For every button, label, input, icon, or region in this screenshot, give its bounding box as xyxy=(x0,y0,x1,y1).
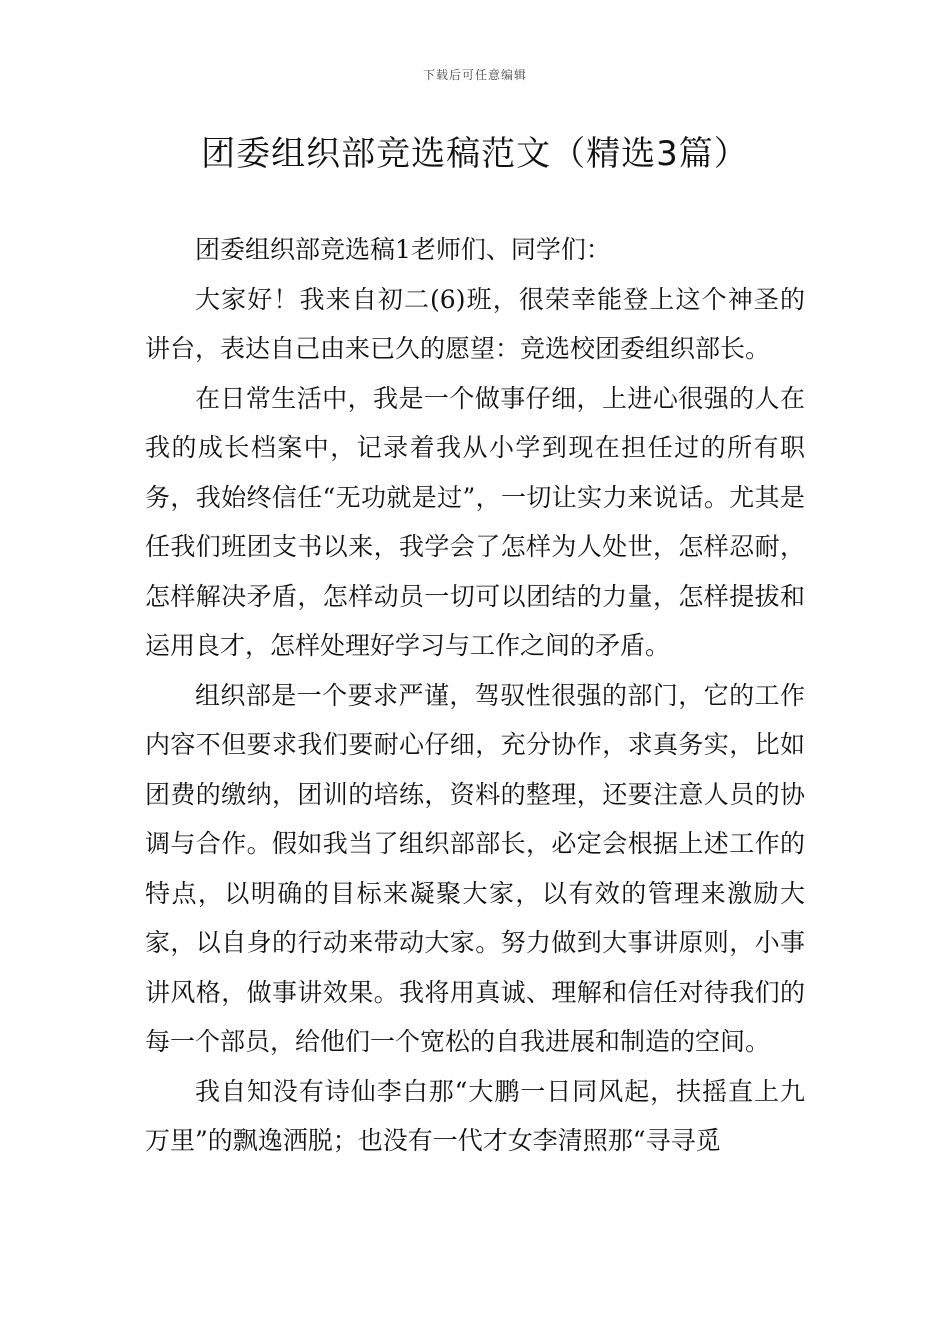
paragraph-self: 我自知没有诗仙李白那“大鹏一日同风起，扶摇直上九万里”的飘逸洒脱；也没有一代才女李清照那“寻寻觅 xyxy=(145,1076,805,1155)
paragraph-experience: 在日常生活中，我是一个做事仔细，上进心很强的人在我的成长档案中，记录着我从小学到现在担任过的所有职务，我始终信任“无功就是过”，一切让实力来说话。尤其是任我们班团支书以来，我学会了怎样为人处世，怎样忍耐，怎样解决矛盾，怎样动员一切可以团结的力量，怎样提拔和运用良才，怎样处理好学习与工作之间的矛盾。 xyxy=(145,383,805,660)
document-title: 团委组织部竞选稿范文（精选3篇） xyxy=(201,134,749,174)
paragraph-department: 组织部是一个要求严谨，驾驭性很强的部门，它的工作内容不但要求我们要耐心仔细，充分协作，求真务实，比如团费的缴纳，团训的培练，资料的整理，还要注意人员的协调与合作。假如我当了组织部部长，必定会根据上述工作的特点，以明确的目标来凝聚大家，以有效的管理来激励大家，以自身的行动来带动大家。努力做到大事讲原则，小事讲风格，做事讲效果。我将用真诚、理解和信任对待我们的每一个部员，给他们一个宽松的自我进展和制造的空间。 xyxy=(145,680,805,1056)
header-note: 下载后可任意编辑 xyxy=(422,68,527,82)
paragraph-salutation: 团委组织部竞选稿1老师们、同学们： xyxy=(195,235,611,264)
document-body xyxy=(145,225,805,1166)
paragraph-greeting: 大家好！我来自初二(6)班，很荣幸能登上这个神圣的讲台，表达自己由来已久的愿望：竞选校团委组织部长。 xyxy=(145,284,805,363)
